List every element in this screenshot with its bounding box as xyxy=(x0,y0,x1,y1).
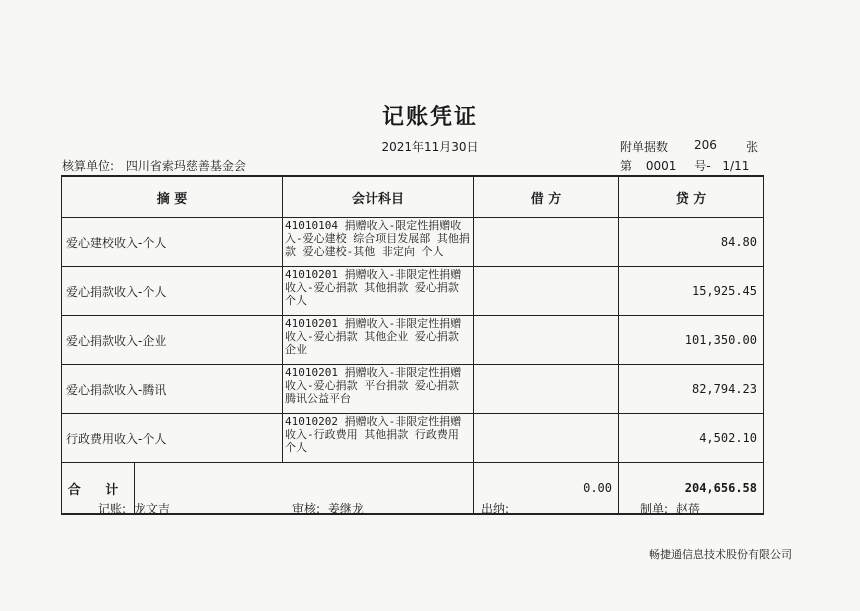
entry-credit: 4,502.10 xyxy=(619,414,764,463)
header-debit: 借 方 xyxy=(474,176,619,218)
header-account: 会计科目 xyxy=(283,176,474,218)
attachments-label: 附单据数 xyxy=(620,140,669,154)
voucher-number-line xyxy=(620,157,749,174)
voucher-number: 0001 xyxy=(645,159,677,173)
unit-name: 四川省索玛慈善基金会 xyxy=(125,159,246,173)
voucher-label-di: 第 xyxy=(620,159,633,173)
entry-debit xyxy=(474,316,619,365)
entry-account: 41010201 捐赠收入-非限定性捐赠收入-爱心捐款 其他企业 爱心捐款 企业 xyxy=(283,316,474,365)
header-credit: 贷 方 xyxy=(619,176,764,218)
reviewer-label: 审核: xyxy=(292,502,321,516)
entry-summary: 行政费用收入-个人 xyxy=(62,414,283,463)
table-row xyxy=(62,267,764,316)
entry-credit: 15,925.45 xyxy=(619,267,764,316)
voucher-table xyxy=(61,175,764,515)
attachments-count: 206 xyxy=(694,138,717,152)
entry-credit: 84.80 xyxy=(619,218,764,267)
entry-credit: 101,350.00 xyxy=(619,316,764,365)
reviewer-name: 姜继龙 xyxy=(327,502,364,516)
table-row xyxy=(62,414,764,463)
table-row xyxy=(62,365,764,414)
bookkeeper-signature xyxy=(98,500,170,517)
entry-account: 41010202 捐赠收入-非限定性捐赠收入-行政费用 其他捐款 行政费用 个人 xyxy=(283,414,474,463)
entry-debit xyxy=(474,414,619,463)
entry-credit: 82,794.23 xyxy=(619,365,764,414)
entry-debit xyxy=(474,365,619,414)
unit-label: 核算单位: xyxy=(62,159,115,173)
maker-label: 制单: xyxy=(640,502,669,516)
table-row xyxy=(62,316,764,365)
entry-summary: 爱心捐款收入-个人 xyxy=(62,267,283,316)
entry-account: 41010104 捐赠收入-限定性捐赠收入-爱心建校 综合项目发展部 其他捐款 爱心建校-其他 非定向 个人 xyxy=(283,218,474,267)
bookkeeper-label: 记账: xyxy=(98,502,127,516)
cashier-signature xyxy=(481,500,513,517)
voucher-label-hao: 号- xyxy=(694,159,711,173)
entry-summary: 爱心建校收入-个人 xyxy=(62,218,283,267)
entry-summary: 爱心捐款收入-企业 xyxy=(62,316,283,365)
accounting-unit xyxy=(62,157,246,174)
entry-account: 41010201 捐赠收入-非限定性捐赠收入-爱心捐款 平台捐款 爱心捐款 腾讯公益平台 xyxy=(283,365,474,414)
total-debit: 0.00 xyxy=(474,463,619,515)
cashier-label: 出纳: xyxy=(481,502,510,516)
maker-signature xyxy=(640,500,700,517)
total-label: 合 计 xyxy=(62,463,135,515)
entry-debit xyxy=(474,267,619,316)
table-header-row xyxy=(62,176,764,218)
reviewer-signature xyxy=(292,500,364,517)
maker-name: 赵蓓 xyxy=(675,502,700,516)
total-credit: 204,656.58 xyxy=(619,463,764,515)
voucher-page: 1/11 xyxy=(722,159,750,173)
table-row xyxy=(62,218,764,267)
entry-debit xyxy=(474,218,619,267)
software-company: 畅捷通信息技术股份有限公司 xyxy=(649,548,792,561)
entry-summary: 爱心捐款收入-腾讯 xyxy=(62,365,283,414)
voucher-date: 2021年11月30日 xyxy=(381,140,479,154)
header-summary: 摘 要 xyxy=(62,176,283,218)
attachments-unit: 张 xyxy=(746,140,759,154)
entry-account: 41010201 捐赠收入-非限定性捐赠收入-爱心捐款 其他捐款 爱心捐款 个人 xyxy=(283,267,474,316)
bookkeeper-name: 龙文吉 xyxy=(133,502,170,516)
document-title: 记账凭证 xyxy=(381,105,478,130)
